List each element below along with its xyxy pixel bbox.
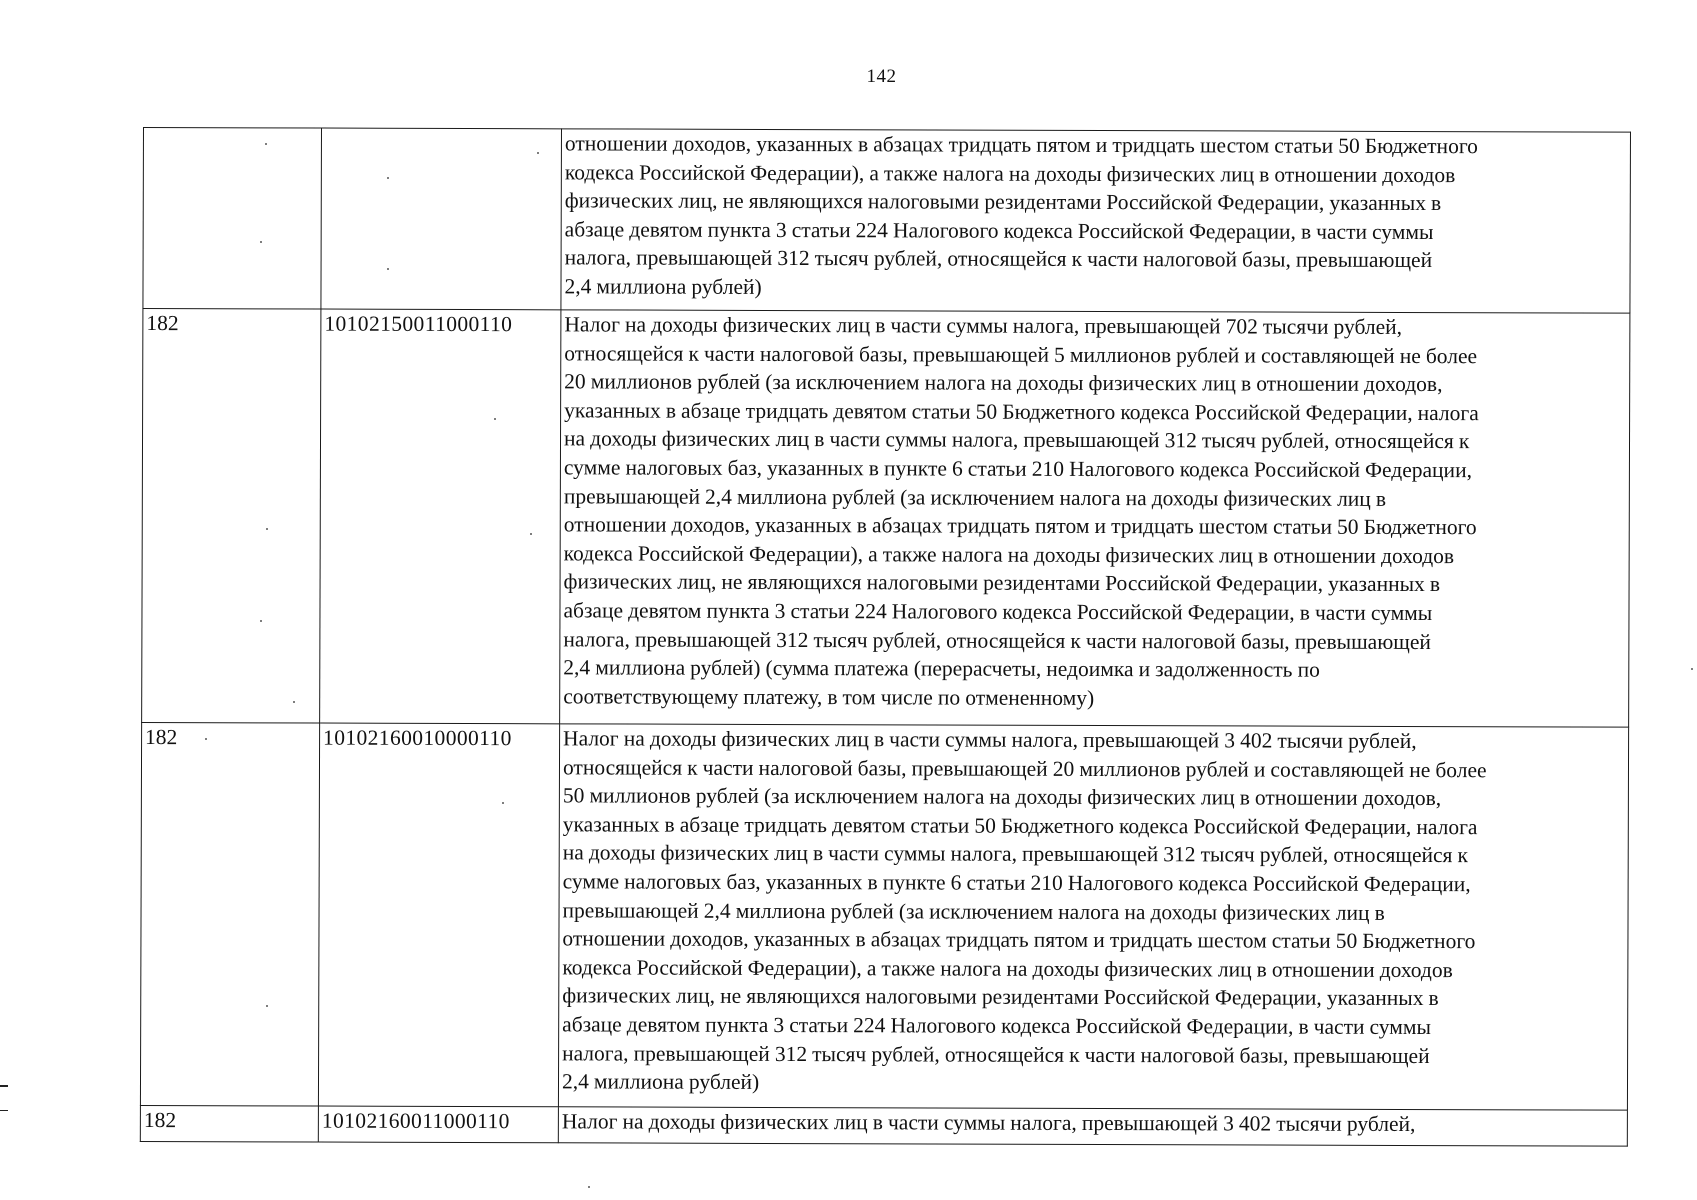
scan-edge-mark bbox=[0, 1110, 8, 1111]
page-number: 142 bbox=[866, 66, 897, 87]
scan-speck bbox=[387, 268, 389, 270]
income-name-cell bbox=[558, 1107, 1627, 1146]
income-name-cell bbox=[558, 724, 1628, 1110]
income-name-text: Налог на доходы физических лиц в части суммы налога, превышающей 702 тысячи рублей, относящейся к части налоговой базы, превышающей 5 миллионов рублей и составляющей не более 20 миллионов рублей (за исключением налога на доходы физических лиц в отношении доходов, указанных в абзаце тридцать девятом статьи 50 Бюджетного кодекса Российской Федерации, налога на доходы физических лиц в части суммы налога, превышающей 312 тысяч рублей, относящейся к сумме налоговых баз, указанных в пункте 6 статьи 210 Налогового кодекса Российской Федерации, превышающей 2,4 миллиона рублей (за исключением налога на доходы физических лиц в отношении доходов, указанных в абзацах тридцать пятом и тридцать шестом статьи 50 Бюджетного кодекса Российской Федерации), а также налога на доходы физических лиц в отношении доходов физических лиц, не являющихся налоговыми резидентами Российской Федерации, указанных в абзаце девятом пункта 3 статьи 224 Налогового кодекса Российской Федерации, в части суммы налога, превышающей 312 тысяч рублей, относящейся к части налоговой базы, превышающей 2,4 миллиона рублей) (сумма платежа (перерасчеты, недоимка и задолженность по соответствующему платежу, в том числе по отмененному) bbox=[563, 312, 1479, 710]
scan-edge-mark bbox=[0, 1085, 8, 1087]
income-name-text: Налог на доходы физических лиц в части суммы налога, превышающей 3 402 тысячи рублей, относящейся к части налоговой базы, превышающей 20 миллионов рублей и составляющей не более 50 миллионов рублей (за исключением налога на доходы физических лиц в отношении доходов, указанных в абзаце тридцать девятом статьи 50 Бюджетного кодекса Российской Федерации, налога на доходы физических лиц в части суммы налога, превышающей 312 тысяч рублей, относящейся к сумме налоговых баз, указанных в пункте 6 статьи 210 Налогового кодекса Российской Федерации, превышающей 2,4 миллиона рублей (за исключением налога на доходы физических лиц в отношении доходов, указанных в абзацах тридцать пятом и тридцать шестом статьи 50 Бюджетного кодекса Российской Федерации), а также налога на доходы физических лиц в отношении доходов физических лиц, не являющихся налоговыми резидентами Российской Федерации, указанных в абзаце девятом пункта 3 статьи 224 Налогового кодекса Российской Федерации, в части суммы налога, превышающей 312 тысяч рублей, относящейся к части налоговой базы, превышающей 2,4 миллиона рублей) bbox=[561, 726, 1487, 1095]
classification-code-text: 10102160011000110 bbox=[321, 1108, 510, 1134]
classification-code-cell bbox=[320, 309, 561, 724]
admin-code-cell bbox=[140, 1105, 318, 1142]
scan-speck bbox=[502, 802, 504, 804]
admin-code-text: 182 bbox=[146, 311, 179, 336]
scan-speck bbox=[387, 177, 389, 179]
admin-code-text: 182 bbox=[143, 1108, 177, 1133]
table-row bbox=[140, 722, 1628, 1110]
scan-speck bbox=[537, 152, 539, 154]
classification-code-cell bbox=[318, 723, 559, 1107]
admin-code-cell bbox=[142, 309, 321, 724]
scan-speck bbox=[494, 418, 496, 420]
table-row bbox=[143, 128, 1631, 314]
table-row bbox=[140, 1105, 1627, 1146]
scan-speck bbox=[588, 1186, 590, 1188]
income-name-cell bbox=[560, 310, 1630, 727]
budget-classification-table bbox=[140, 127, 1631, 1147]
scan-speck bbox=[1691, 668, 1693, 670]
scan-speck bbox=[530, 533, 532, 535]
scan-speck bbox=[266, 528, 268, 530]
admin-code-cell bbox=[140, 722, 319, 1106]
scan-speck bbox=[205, 738, 207, 740]
scan-speck bbox=[293, 701, 295, 703]
income-name-cell bbox=[561, 129, 1631, 313]
scan-speck bbox=[266, 1005, 268, 1007]
classification-code-text: 10102160010000110 bbox=[323, 725, 512, 751]
table-row bbox=[142, 309, 1630, 728]
scan-speck bbox=[260, 620, 262, 622]
income-name-text: Налог на доходы физических лиц в части суммы налога, превышающей 3 402 тысячи рублей, bbox=[561, 1109, 1416, 1137]
classification-code-cell bbox=[321, 128, 562, 310]
classification-code-cell bbox=[318, 1106, 558, 1143]
scan-speck bbox=[265, 143, 267, 145]
admin-code-cell bbox=[143, 128, 322, 310]
scan-speck bbox=[260, 241, 262, 243]
admin-code-text: 182 bbox=[145, 725, 178, 750]
classification-code-text: 10102150011000110 bbox=[324, 311, 513, 337]
income-name-text: отношении доходов, указанных в абзацах тридцать пятом и тридцать шестом статьи 50 Бюджетного кодекса Российской Федерации), а также налога на доходы физических лиц в отношении доходов физических лиц, не являющихся налоговыми резидентами Российской Федерации, указанных в абзаце девятом пункта 3 статьи 224 Налогового кодекса Российской Федерации, в части суммы налога, превышающей 312 тысяч рублей, относящейся к части налоговой базы, превышающей 2,4 миллиона рублей) bbox=[564, 131, 1478, 299]
